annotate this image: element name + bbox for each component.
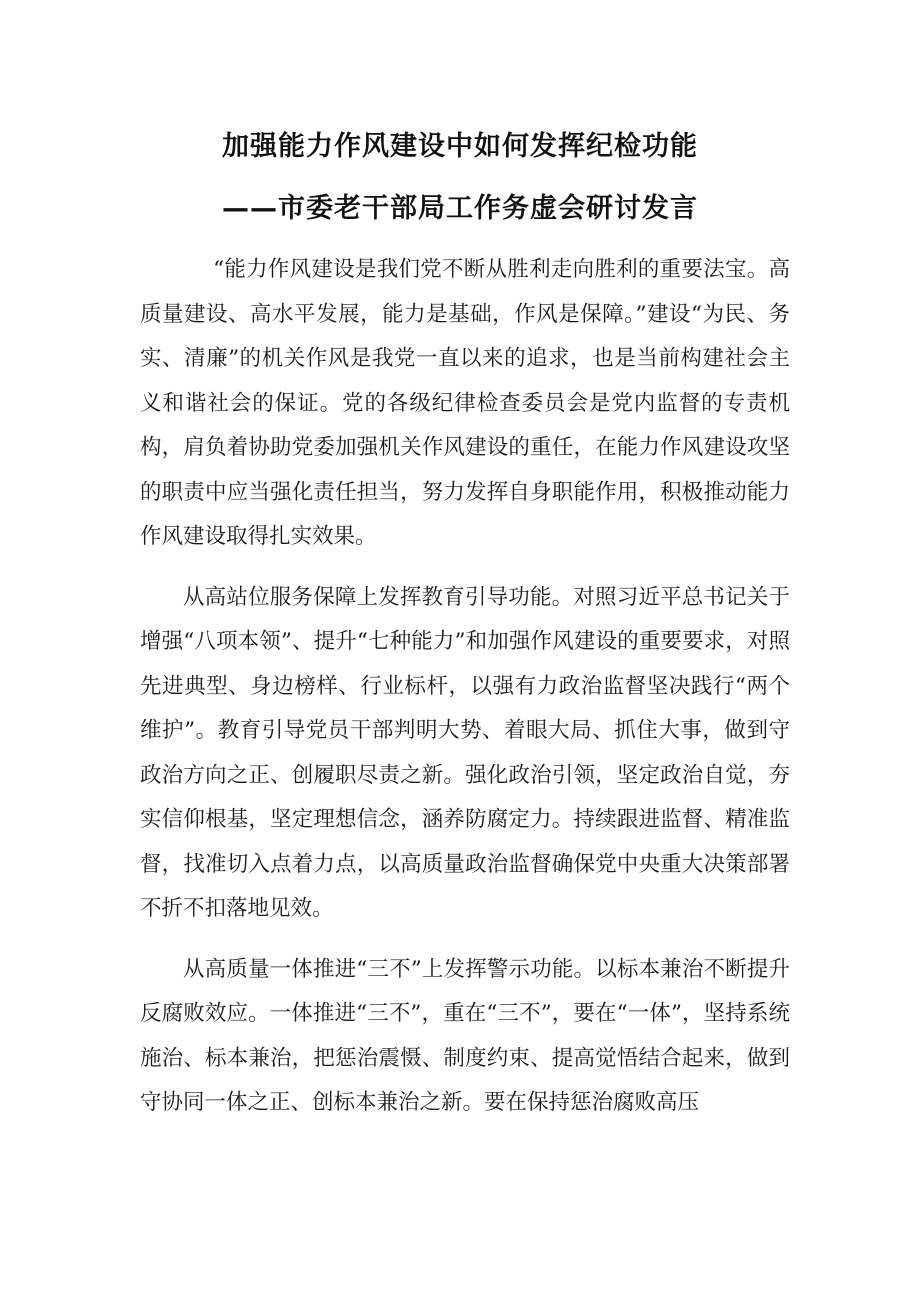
document-subtitle: ——市委老干部局工作务虚会研讨发言 [222, 193, 698, 224]
document-title: 加强能力作风建设中如何发挥纪检功能 [222, 131, 698, 162]
paragraph-intro: “能力作风建设是我们党不断从胜利走向胜利的重要法宝。高质量建设、高水平发展，能力是基础，作风是保障。”建设“为民、务实、清廉”的机关作风是我党一直以来的追求，也是当前构建社会主义和谐社会的保证。党的各级纪律检查委员会是党内监督的专责机构，肩负着协助党委加强机关作风建设的重任，在能力作风建设攻坚的职责中应当强化责任担当，努力发挥自身职能作用，积极推动能力作风建设取得扎实效果。 [140, 257, 790, 549]
paragraph-warning-function: 从高质量一体推进“三不”上发挥警示功能。以标本兼治不断提升反腐败效应。一体推进“三不”，重在“三不”，要在“一体”，坚持系统施治、标本兼治，把惩治震慑、制度约束、提高觉悟结合起来，做到守协同一体之正、创标本兼治之新。要在保持惩治腐败高压 [140, 956, 790, 1115]
paragraph-education-guidance: 从高站位服务保障上发挥教育引导功能。对照习近平总书记关于增强“八项本领”、提升“七种能力”和加强作风建设的重要要求，对照先进典型、身边榜样、行业标杆，以强有力政治监督坚决践行“两个维护”。教育引导党员干部判明大势、着眼大局、抓住大事，做到守政治方向之正、创履职尽责之新。强化政治引领，坚定政治自觉，夯实信仰根基，坚定理想信念，涵养防腐定力。持续跟进监督、精准监督，找准切入点着力点，以高质量政治监督确保党中央重大决策部署不折不扣落地见效。 [140, 584, 790, 921]
document-body [140, 248, 790, 1126]
